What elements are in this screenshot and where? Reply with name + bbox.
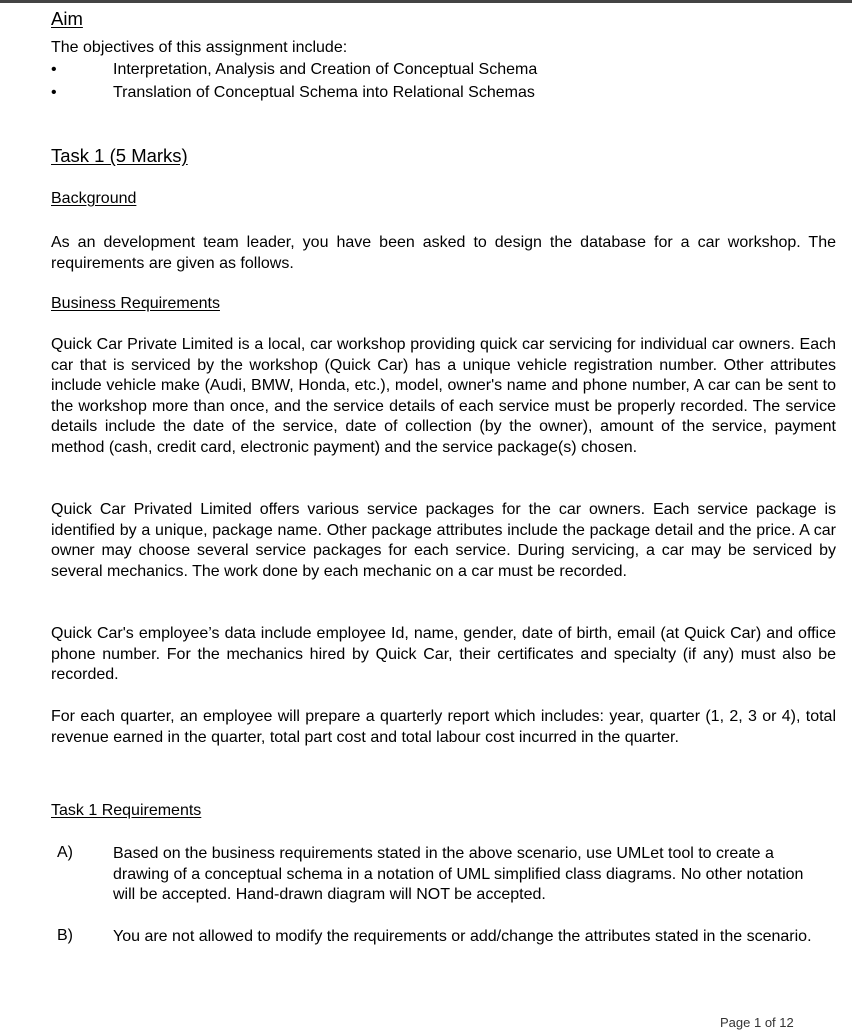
task1-requirements-heading: Task 1 Requirements <box>51 802 202 819</box>
aim-bullet: Interpretation, Analysis and Creation of Conceptual Schema <box>113 61 538 78</box>
business-requirements-heading: Business Requirements <box>51 295 220 312</box>
requirement-label: A) <box>57 844 73 861</box>
business-paragraph: Quick Car Privated Limited offers various service packages for the car owners. Each service package is identified by a unique, package name. Other package attributes include the package detail and the price. A car owner may choose several service packages for each service. During servicing, a car may be serviced by several mechanics. The work done by each mechanic on a car must be recorded. <box>51 501 836 580</box>
aim-bullet: Translation of Conceptual Schema into Relational Schemas <box>113 84 535 101</box>
aim-heading: Aim <box>51 8 83 29</box>
business-paragraph: Quick Car's employee’s data include employee Id, name, gender, date of birth, email (at Quick Car) and office phone number. For the mechanics hired by Quick Car, their certificates and specialty (if any) must also be recorded. <box>51 625 836 684</box>
background-text: As an development team leader, you have been asked to design the database for a car workshop. The requirements are given as follows. <box>51 234 836 272</box>
page-number: Page 1 of 12 <box>720 1015 794 1030</box>
aim-intro: The objectives of this assignment include: <box>51 39 348 56</box>
background-heading: Background <box>51 190 137 207</box>
business-paragraph: Quick Car Private Limited is a local, car workshop providing quick car servicing for individual car owners. Each car that is serviced by the workshop (Quick Car) has a unique vehicle registration number. Other attributes include vehicle make (Audi, BMW, Honda, etc.), model, owner's name and phone number, A car can be sent to the workshop more than once, and the service details of each service must be properly recorded. The service details include the date of the service, date of collection (by the owner), amount of the service, payment method (cash, credit card, electronic payment) and the service package(s) chosen. <box>51 336 836 456</box>
requirement-label: B) <box>57 927 73 944</box>
bullet-icon: • <box>51 84 57 101</box>
requirement-text: Based on the business requirements stated in the above scenario, use UMLet tool to create a drawing of a conceptual schema in a notation of UML simplified class diagrams. No other notation will be accepted. Hand-drawn diagram will NOT be accepted. <box>113 845 804 904</box>
top-rule <box>0 0 852 3</box>
bullet-icon: • <box>51 61 57 78</box>
task1-heading: Task 1 (5 Marks) <box>51 145 188 166</box>
business-paragraph: For each quarter, an employee will prepare a quarterly report which includes: year, quarter (1, 2, 3 or 4), total revenue earned in the quarter, total part cost and total labour cost incurred in the quarter. <box>51 708 836 746</box>
requirement-text: You are not allowed to modify the requirements or add/change the attributes stated in the scenario. <box>113 928 812 945</box>
